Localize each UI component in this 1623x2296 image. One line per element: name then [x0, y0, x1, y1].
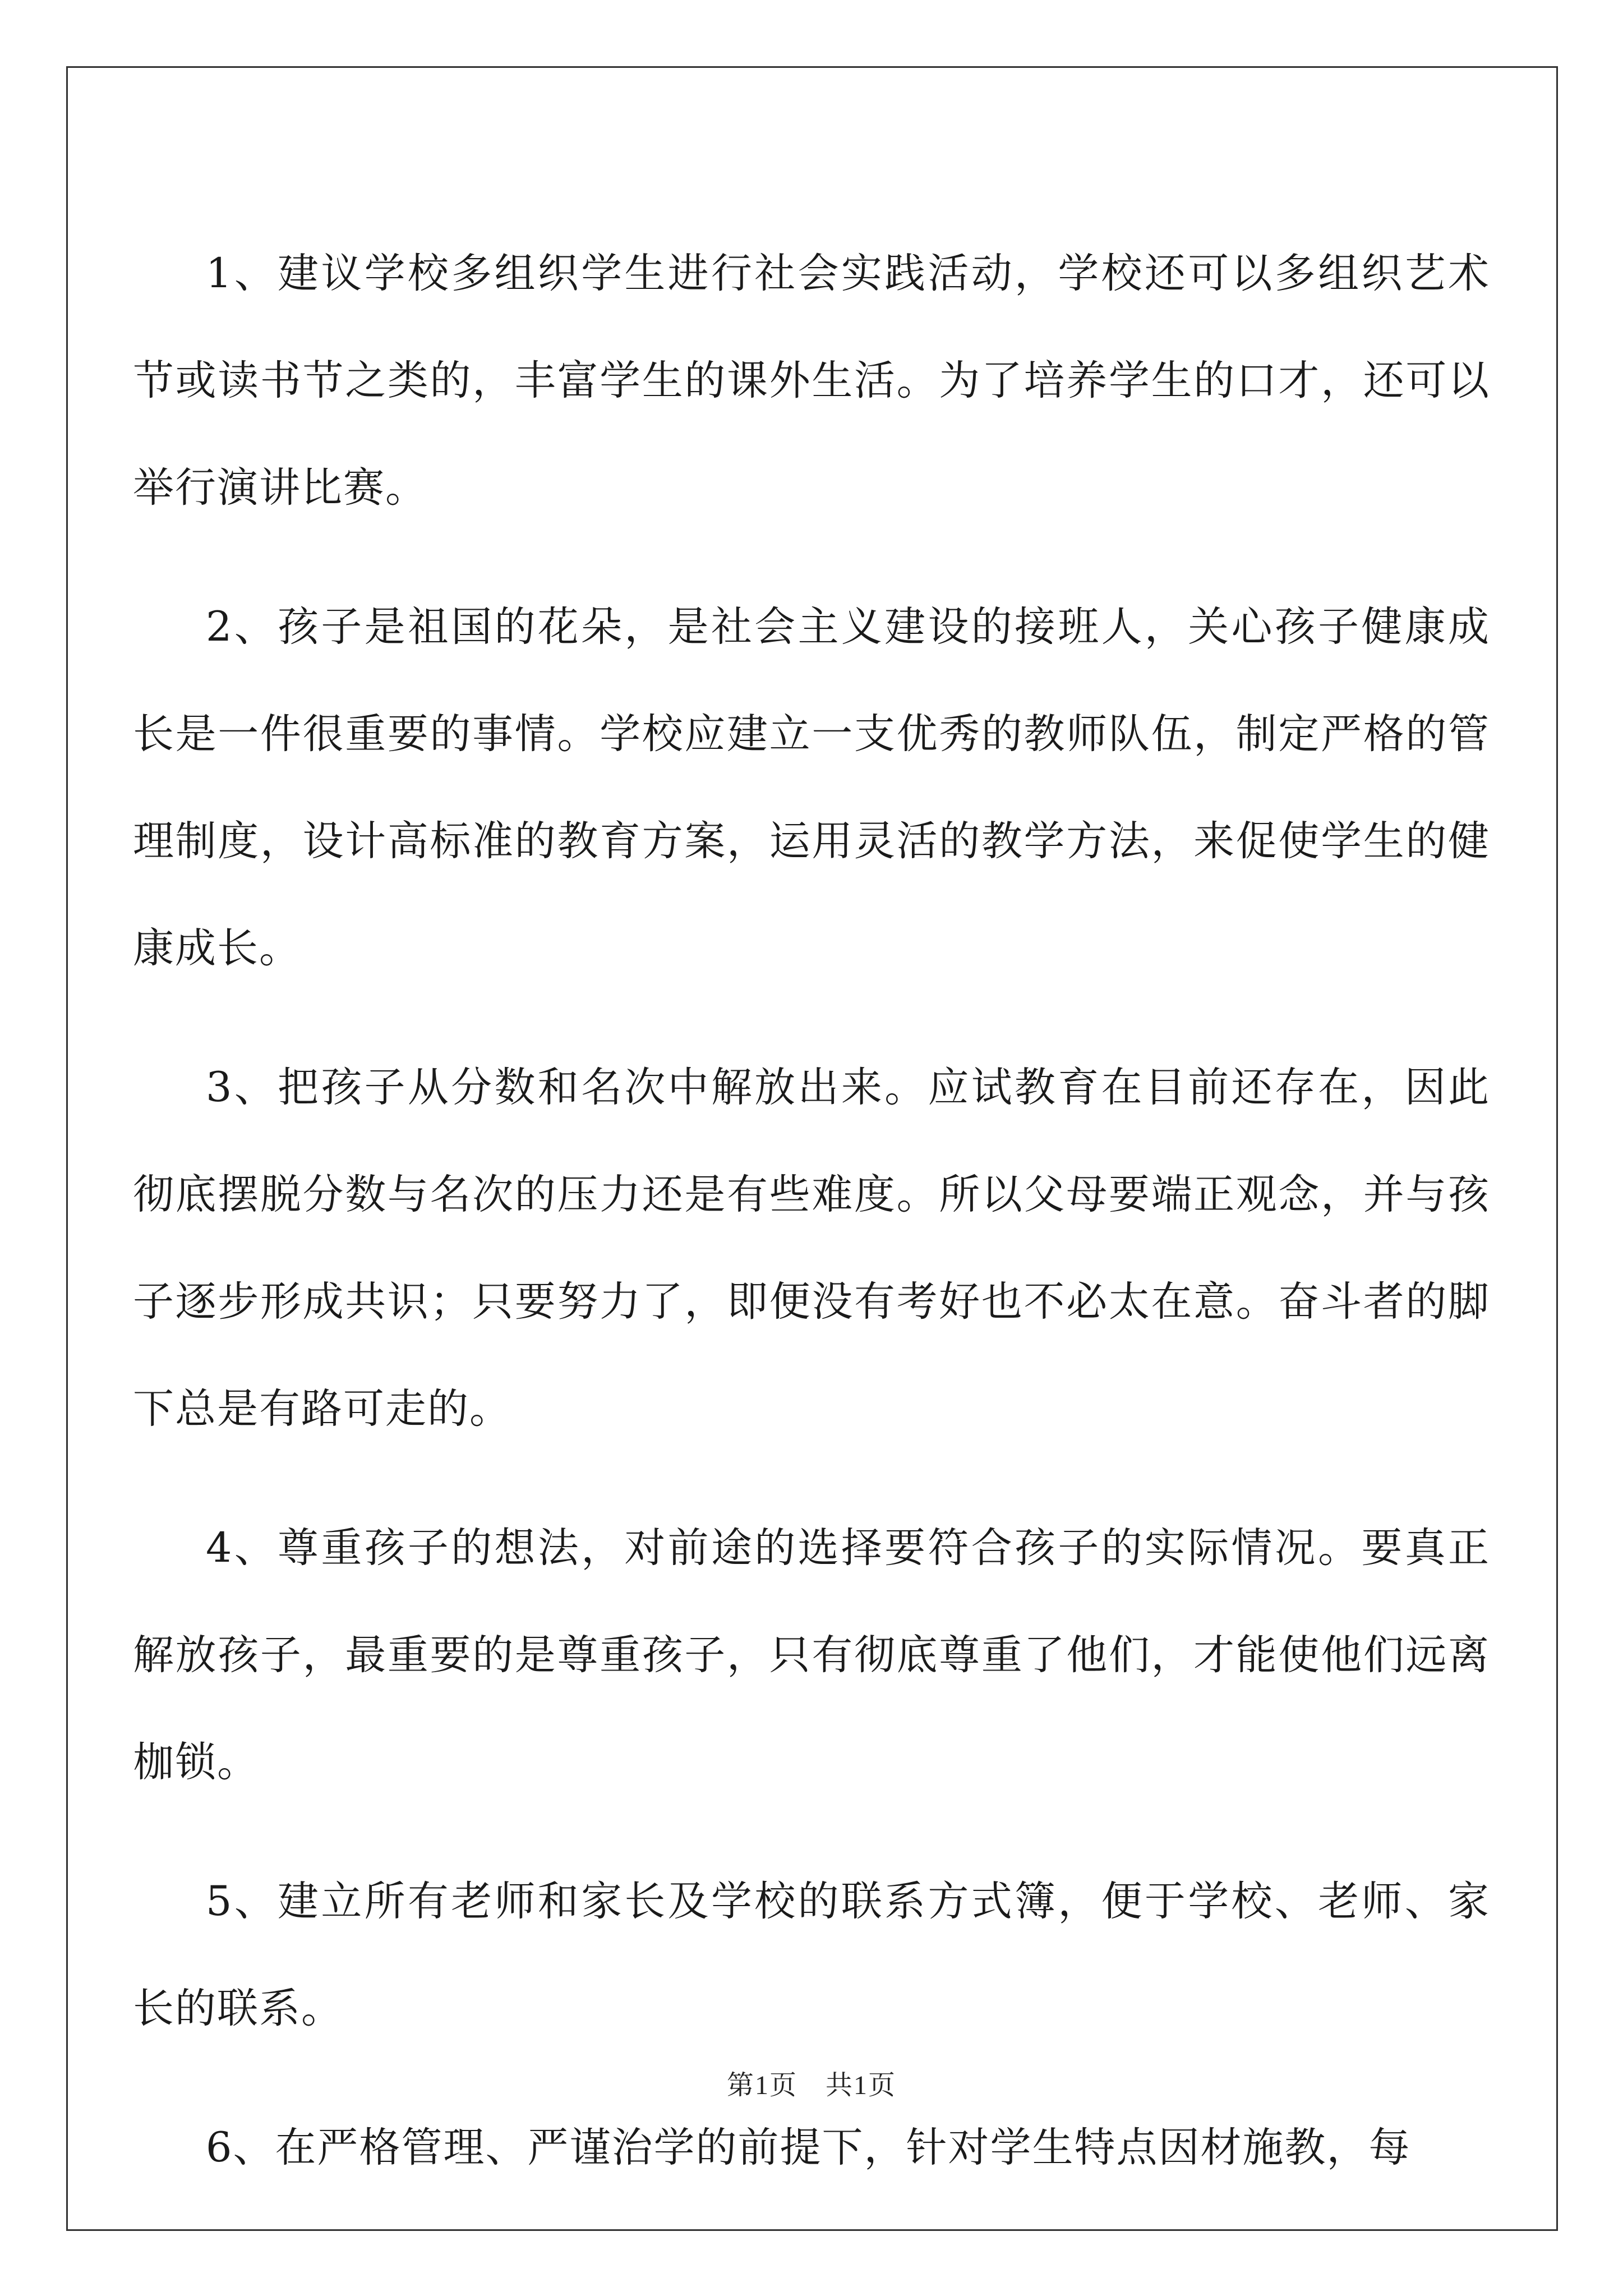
paragraph-4: 4、尊重孩子的想法，对前途的选择要符合孩子的实际情况。要真正解放孩子，最重要的是尊重孩子，只有彻底尊重了他们，才能使他们远离枷锁。	[133, 1524, 1490, 1786]
paragraph-3: 3、把孩子从分数和名次中解放出来。应试教育在目前还存在，因此彻底摆脱分数与名次的压力还是有些难度。所以父母要端正观念，并与孩子逐步形成共识；只要努力了，即便没有考好也不必太在意。奋斗者的脚下总是有路可走的。	[133, 1064, 1490, 1433]
paragraph-6: 6、在严格管理、严谨治学的前提下，针对学生特点因材施教，每	[206, 2124, 1411, 2171]
document-body	[133, 220, 1490, 2201]
paragraph-2: 2、孩子是祖国的花朵，是社会主义建设的接班人，关心孩子健康成长是一件很重要的事情。学校应建立一支优秀的教师队伍，制定严格的管理制度，设计高标准的教育方案，运用灵活的教学方法，来促使学生的健康成长。	[133, 603, 1490, 972]
paragraph-1: 1、建议学校多组织学生进行社会实践活动，学校还可以多组织艺术节或读书节之类的，丰富学生的课外生活。为了培养学生的口才，还可以举行演讲比赛。	[133, 250, 1490, 512]
page-number-footer: 第1页 共1页	[726, 2070, 896, 2100]
paragraph-5: 5、建立所有老师和家长及学校的联系方式簿，便于学校、老师、家长的联系。	[133, 1878, 1490, 2032]
